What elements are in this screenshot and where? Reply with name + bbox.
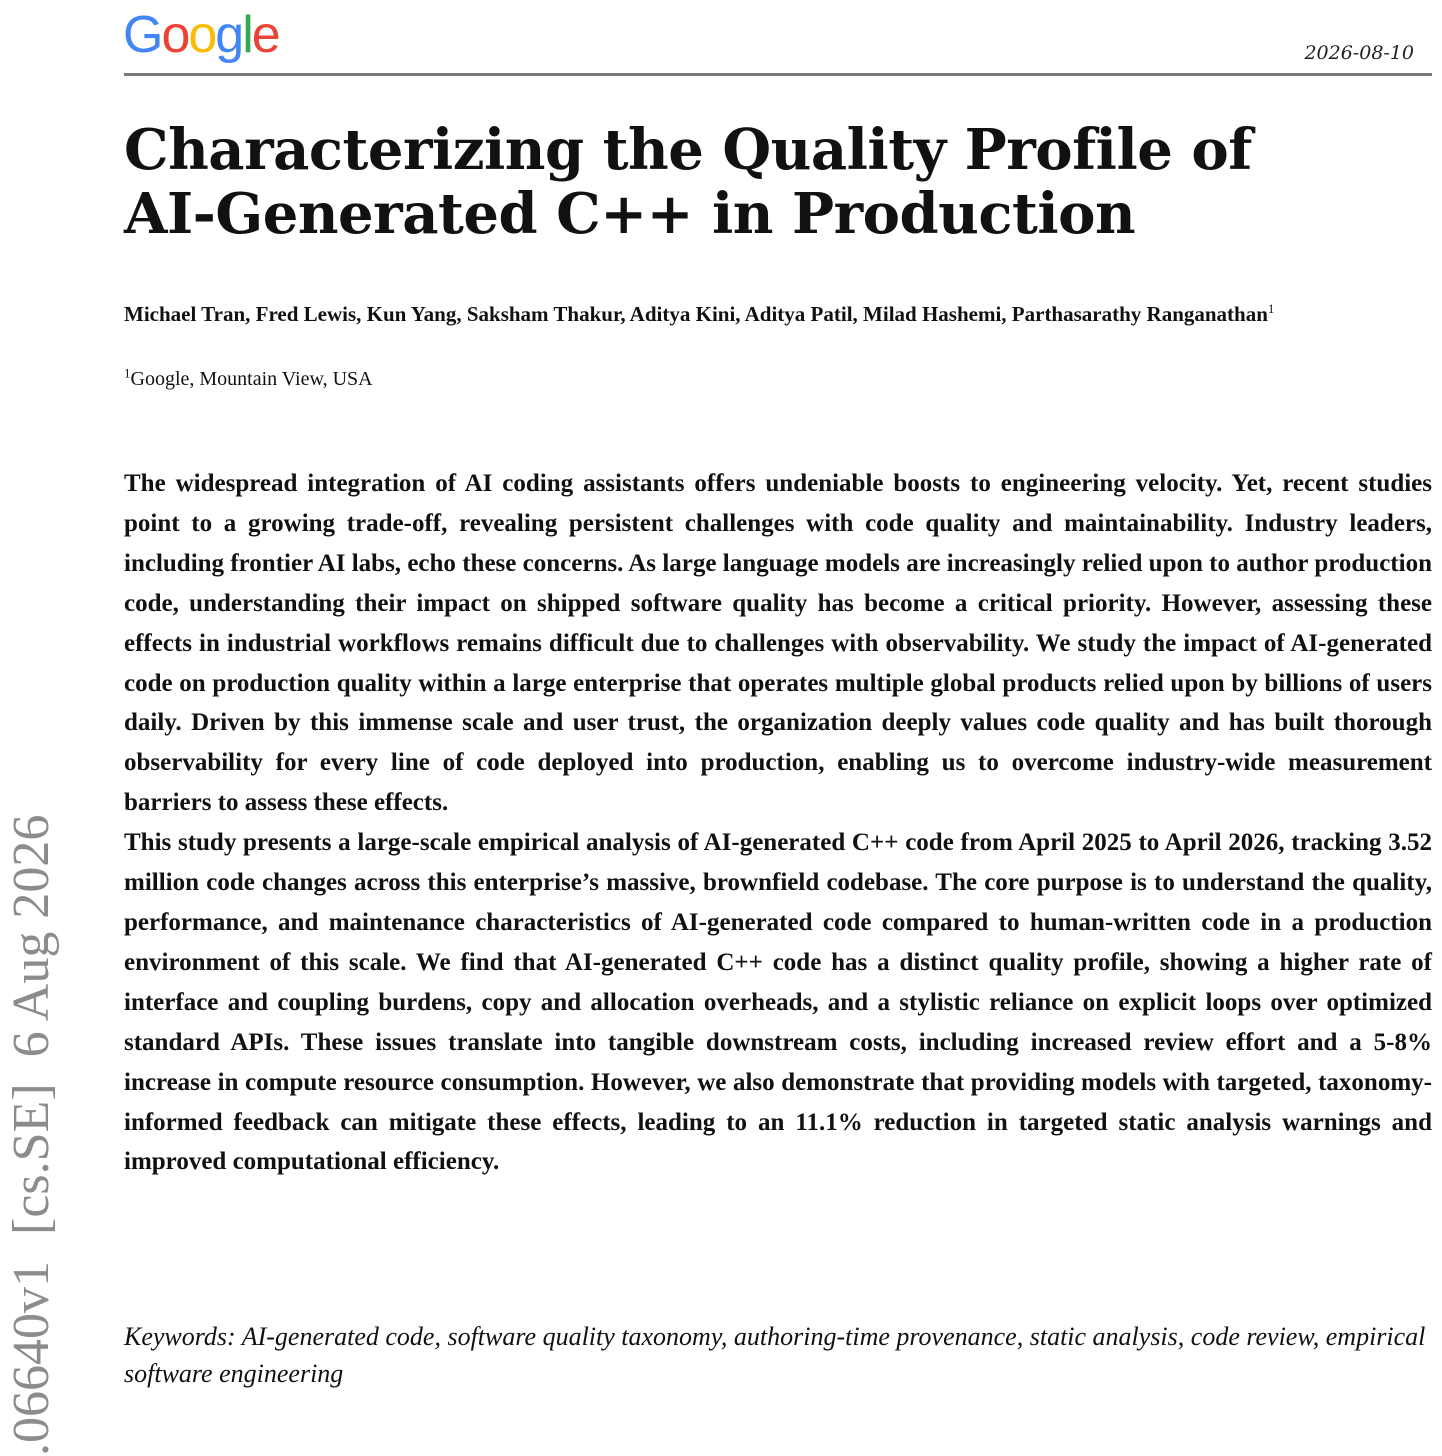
abstract-paragraph-2: This study presents a large-scale empirical analysis of AI-generated C++ code from April 2025 to April 2026, tracking 3.52 million code changes across this enterprise’s massive, brownfield codebase. The core purpose is to understand the quality, performance, and maintenance characteristics of AI-generated code compared to human-written code in a production environment of this scale. We find that AI-generated C++ code has a distinct quality profile, showing a higher rate of interface and coupling burdens, copy and allocation overheads, and a stylistic reliance on explicit loops over optimized standard APIs. These issues translate into tangible downstream costs, including increased review effort and a 5-8% increase in compute resource consumption. However, we also demonstrate that providing models with targeted, taxonomy-informed feedback can mitigate these effects, leading to an 11.1% reduction in targeted static analysis warnings and improved computational efficiency. — [124, 829, 1432, 1176]
title-line-2: AI-Generated C++ in Production — [124, 181, 1136, 247]
affiliation-mark: 1 — [124, 365, 131, 381]
header-divider — [124, 73, 1432, 76]
google-logo — [123, 4, 279, 66]
author-list — [124, 296, 1414, 332]
authors-text: Michael Tran, Fred Lewis, Kun Yang, Saksham Thakur, Aditya Kini, Aditya Patil, Milad Hashemi, Parthasarathy Ranganathan — [124, 302, 1268, 326]
publication-date: 2026-08-10 — [1304, 42, 1414, 64]
logo-letter: o — [188, 6, 216, 64]
logo-letter: o — [161, 6, 189, 64]
arxiv-side-stamp: .06640v1 [cs.SE] 6 Aug 2026 — [3, 814, 60, 1456]
logo-letter: G — [123, 6, 162, 64]
abstract-paragraph-1: The widespread integration of AI coding assistants offers undeniable boosts to engineering velocity. Yet, recent studies point to a growing trade-off, revealing persistent challenges with code quality and maintainability. Industry leaders, including frontier AI labs, echo these concerns. As large language models are increasingly relied upon to author production code, understanding their impact on shipped software quality has become a critical priority. However, assessing these effects in industrial workflows remains difficult due to challenges with observability. We study the impact of AI-generated code on production quality within a large enterprise that operates multiple global products relied upon by billions of users daily. Driven by this immense scale and user trust, the organization deeply values code quality and has built thorough observability for every line of code deployed into production, enabling us to overcome industry-wide measurement barriers to assess these effects. — [124, 470, 1432, 817]
abstract — [124, 464, 1432, 1182]
affiliation — [124, 365, 373, 391]
affiliation-text: Google, Mountain View, USA — [130, 368, 373, 390]
logo-letter: e — [251, 6, 279, 64]
logo-letter: l — [242, 6, 252, 64]
title-line-1: Characterizing the Quality Profile of — [124, 117, 1252, 183]
keywords: Keywords: AI-generated code, software quality taxonomy, authoring-time provenance, static analysis, code review, empirical software engineering — [124, 1322, 1426, 1388]
author-affiliation-mark: 1 — [1267, 301, 1275, 316]
logo-letter: g — [215, 6, 243, 64]
paper-title — [124, 118, 1324, 246]
